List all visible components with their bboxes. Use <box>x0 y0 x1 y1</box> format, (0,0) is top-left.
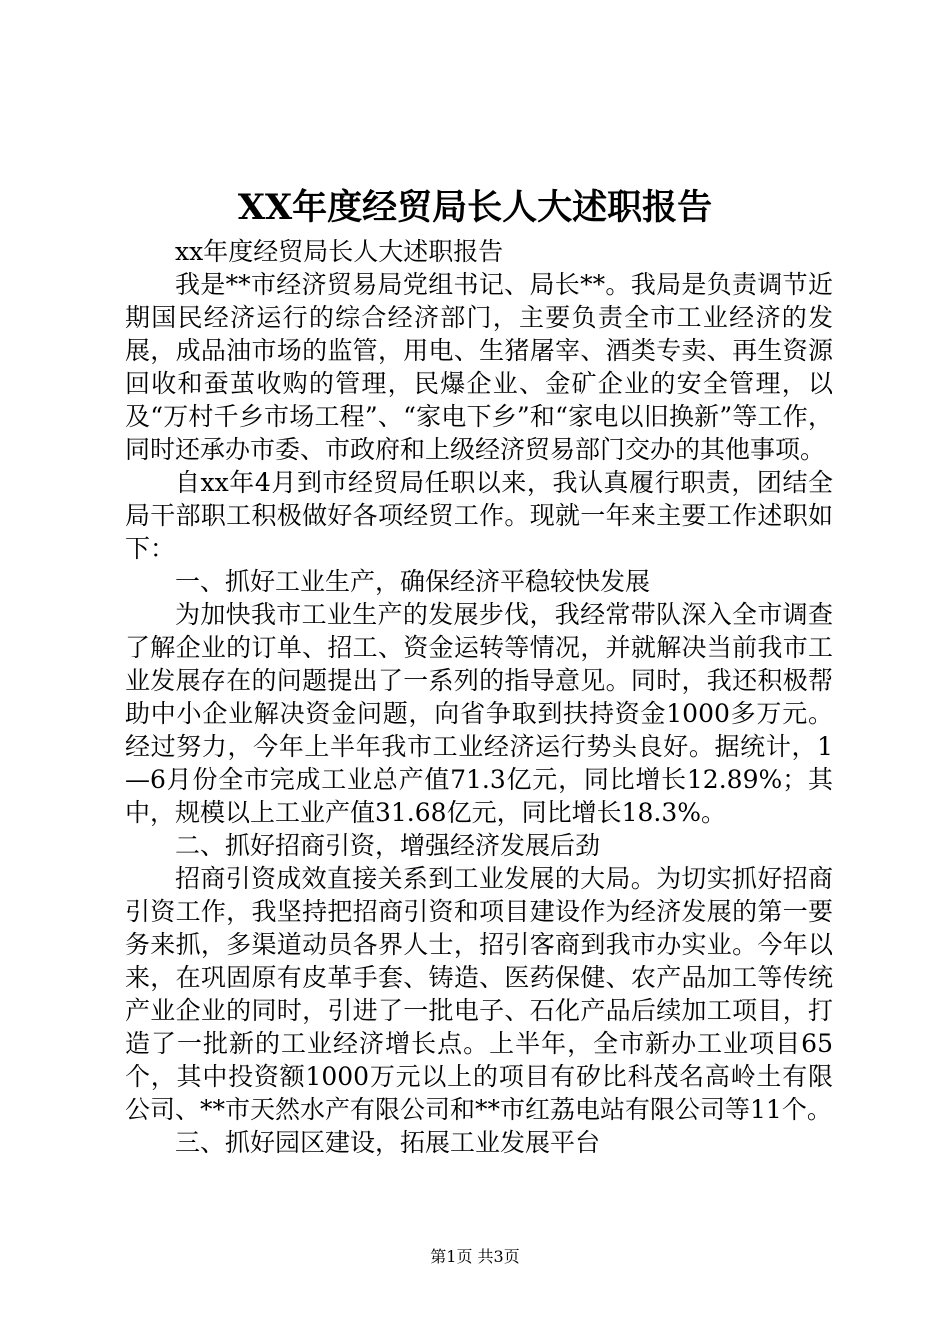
section-heading-3: 三、抓好园区建设，拓展工业发展平台 <box>175 1128 601 1157</box>
paragraph-intro: 我是**市经济贸易局党组书记、局长**。我局是负责调节近期国民经济运行的综合经济部门，主要负责全市工业经济的发展，成品油市场的监管，用电、生猪屠宰、酒类专卖、再生资源回收和蚕茧收购的管理，民爆企业、金矿企业的安全管理，以及“万村千乡市场工程”、“家电下乡”和“家电以旧换新”等工作，同时还承办市委、市政府和上级经济贸易部门交办的其他事项。 <box>125 270 833 464</box>
paragraph-industry: 为加快我市工业生产的发展步伐，我经常带队深入全市调查了解企业的订单、招工、资金运转等情况，并就解决当前我市工业发展存在的问题提出了一系列的指导意见。同时，我还积极帮助中小企业解决资金问题，向省争取到扶持资金1000多万元。经过努力，今年上半年我市工业经济运行势头良好。据统计，1—6月份全市完成工业总产值71.3亿元，同比增长12.89%；其中，规模以上工业产值31.68亿元，同比增长18.3%。 <box>125 600 833 827</box>
paragraph-tenure: 自xx年4月到市经贸局任职以来，我认真履行职责，团结全局干部职工积极做好各项经贸工作。现就一年来主要工作述职如下： <box>125 468 833 563</box>
section-heading-2: 二、抓好招商引资，增强经济发展后劲 <box>175 831 601 860</box>
document-title: XX年度经贸局长人大述职报告 <box>237 187 713 228</box>
section-heading-1: 一、抓好工业生产，确保经济平稳较快发展 <box>175 567 651 596</box>
paragraph-subtitle: xx年度经贸局长人大述职报告 <box>175 237 504 266</box>
paragraph-investment: 招商引资成效直接关系到工业发展的大局。为切实抓好招商引资工作，我坚持把招商引资和项目建设作为经济发展的第一要务来抓，多渠道动员各界人士，招引客商到我市办实业。今年以来，在巩固原有皮革手套、铸造、医药保健、农产品加工等传统产业企业的同时，引进了一批电子、石化产品后续加工项目，打造了一批新的工业经济增长点。上半年，全市新办工业项目65个，其中投资额1000万元以上的项目有矽比科茂名高岭土有限公司、**市天然水产有限公司和**市红荔电站有限公司等11个。 <box>125 864 833 1124</box>
document-body <box>125 235 833 1159</box>
page-footer: 第1页 共3页 <box>430 1247 520 1266</box>
